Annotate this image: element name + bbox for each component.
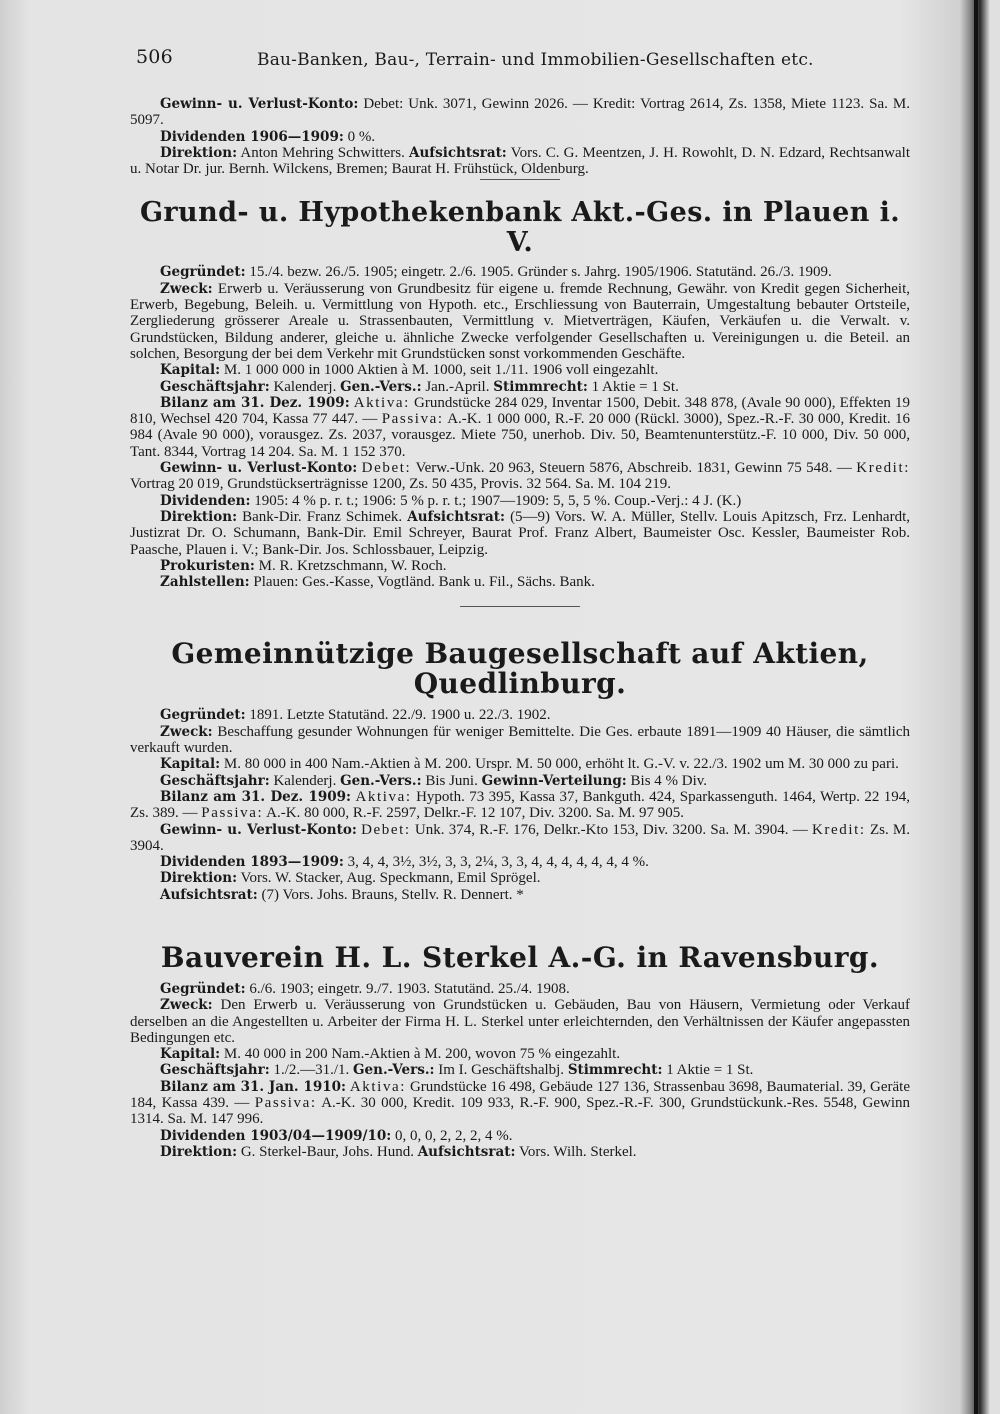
text: Verw.-Unk. 20 963, Steuern 5876, Abschreib. 1831, Gewinn 75 548. — [415,460,852,477]
text: A.-K. 80 000, R.-F. 2597, Delkr.-F. 12 107, Div. 3200. Sa. M. 97 905. [266,805,685,822]
text: Bank-Dir. Franz Schimek. [242,508,403,525]
text: Passiva: [381,411,444,428]
label: Gewinn-Verteilung: [481,772,627,789]
text: 1./2.—31./1. [273,1062,350,1079]
label: Geschäftsjahr: [160,1062,270,1079]
binding-edge [974,0,978,1414]
s1-profit-loss [130,460,910,493]
label: Prokuristen: [160,557,255,574]
label: Zweck: [160,997,213,1014]
text: 1891. Letzte Statutänd. 22./9. 1900 u. 22./3. 1902. [249,707,551,724]
text: Aktiva: [355,788,412,805]
text: Passiva: [201,805,264,822]
label: Kapital: [160,362,221,379]
label: Aufsichtsrat: [160,886,258,903]
text: 1 Aktie = 1 St. [666,1062,754,1079]
text: Anton Mehring Schwitters. [240,144,405,161]
text: Aktiva: [349,1078,407,1095]
text: (5—9) Vors. W. A. Müller, Stellv. Louis Apitzsch, Frz. Lenhardt, Justizrat Dr. O. Schumann, Bank-Dir. Emil Schreyer, Baurat Prof. Franz Albert, Baumeister Osc. Kessler, Baumeister Rob. Paasche, Plauen i. V.; Bank-Dir. Jos. Schlossbauer, Leipzig. [130,508,910,558]
text: Den Erwerb u. Veräusserung von Grundstücken u. Gebäuden, Bau von Häusern, Vermietung oder Verkauf derselben an die Angestellten u. Arbeiter der Firma H. L. Sterkel unter erleichternden, den Verhältnissen der Käufer angepassten Bedingungen etc. [130,997,910,1046]
label: Bilanz am 31. Dez. 1909: [160,788,352,805]
s1-capital [130,362,910,378]
text: Bis 4 % Div. [630,772,708,789]
text: 15./4. bezw. 26./5. 1905; eingetr. 2./6. 1905. Gründer s. Jahrg. 1905/1906. Statutänd. 26./3. 1909. [249,264,832,281]
label: Gewinn- u. Verlust-Konto: [160,460,358,477]
label: Dividenden 1906—1909: [160,128,344,145]
section-title-ravensburg: Bauverein H. L. Sterkel A.-G. in Ravensburg. [160,940,880,974]
text: A.-K. 1 000 000, R.-F. 20 000 (Rückl. 3000), Spez.-R.-F. 30 000, Kredit. 16 984 (Avale 90 000), vorausgez. Zs. 2037, vorausgez. Miete 750, unerhob. Div. 50, Beamtenunterstütz.-F. 10 000, Div. 50 000, Tant. 8344, Vortrag 14 204. Sa. M. 1 152 370. [130,411,910,460]
s1-balance [130,395,910,460]
s3-capital [130,1046,910,1062]
s2-capital [130,756,910,772]
text: M. R. Kretzschmann, W. Roch. [258,557,447,574]
label: Gen.-Vers.: [353,1062,435,1079]
prev-directors-paragraph [130,129,910,145]
text: G. Sterkel-Baur, Johs. Hund. [240,1143,414,1160]
text: Unk. 374, R.-F. 176, Delkr.-Kto 153, Div. 3200. Sa. M. 3904. — [414,821,808,838]
text: Vortrag 20 019, Grundstückserträgnisse 1200, Zs. 50 435, Provis. 32 564. Sa. M. 104 219. [130,476,671,493]
label: Gewinn- u. Verlust-Konto: [160,821,357,838]
prev-gv-paragraph [130,96,910,129]
label: Direktion: [160,1143,238,1160]
label: Aufsichtsrat: [409,144,507,161]
text: Grundstücke 16 498, Gebäude 127 136, Strassenbau 3698, Baumaterial. 39, Geräte 184, Kassa 439. — [130,1078,910,1112]
s3-directors [130,1144,910,1160]
label: Geschäftsjahr: [160,772,270,789]
text: Vors. W. Stacker, Aug. Speckmann, Emil Sprögel. [240,870,541,887]
prev-board-paragraph [130,145,910,178]
text: M. 80 000 in 400 Nam.-Aktien à M. 200. Urspr. M. 50 000, erhöht lt. G.-V. v. 22./3. 1902 um M. 30 000 zu pari. [223,756,899,773]
text: 6./6. 1903; eingetr. 9./7. 1903. Statutänd. 25./4. 1908. [249,980,570,997]
text: Kredit: [811,821,866,838]
label: Kapital: [160,1046,221,1063]
s2-dividends [130,854,910,870]
section-title-plauen: Grund- u. Hypothekenbank Akt.-Ges. in Plauen i. V. [139,197,901,259]
label: Zweck: [160,280,213,297]
section-title-quedlinburg: Gemeinnützige Baugesellschaft auf Aktien, Quedlinburg. [171,637,869,701]
label: Gegründet: [160,264,246,281]
s1-founded [130,264,910,280]
label: Direktion: [160,144,238,161]
page-content [130,96,910,1160]
s3-fiscal [130,1062,910,1078]
label: Gewinn- u. Verlust-Konto: [160,96,359,112]
label: Gen.-Vers.: [340,772,422,789]
label: Aufsichtsrat: [417,1143,516,1160]
label: Zahlstellen: [160,574,250,591]
text: Vors. Wilh. Sterkel. [518,1143,637,1160]
text: Debet: Unk. 3071, Gewinn 2026. — Kredit: Vortrag 2614, Zs. 1358, Miete 1123. Sa. M. 5097. [130,96,910,129]
separator-rule [480,179,560,180]
text: Zs. M. 3904. [130,821,911,854]
text: A.-K. 30 000, Kredit. 109 933, R.-F. 900, Spez.-R.-F. 300, Grundstückunk.-Res. 5548, Gewinn 1314. Sa. M. 147 996. [130,1095,910,1128]
label: Direktion: [160,508,238,525]
label: Dividenden: [160,492,251,509]
text: Debet: [361,821,411,838]
label: Stimmrecht: [567,1062,663,1079]
label: Bilanz am 31. Jan. 1910: [160,1078,346,1095]
page-header [136,46,916,76]
label: Bilanz am 31. Dez. 1909: [160,394,350,411]
text: Plauen: Ges.-Kasse, Vogtländ. Bank u. Fil., Sächs. Bank. [253,574,595,591]
label: Kapital: [160,756,221,773]
label: Geschäftsjahr: [160,378,270,395]
label: Gegründet: [160,707,246,724]
s3-purpose [130,997,910,1046]
text: Kredit: [856,460,910,477]
text: 0, 0, 0, 2, 2, 2, 4 %. [395,1127,513,1144]
s3-dividends [130,1128,910,1144]
s2-purpose [130,724,910,757]
text: 1905: 4 % p. r. t.; 1906: 5 % p. r. t.; 1907—1909: 5, 5, 5 %. Coup.-Verj.: 4 J. (K.) [254,492,742,509]
label: Stimmrecht: [493,378,588,395]
text: Beschaffung gesunder Wohnungen für weniger Bemittelte. Die Ges. erbaute 1891—1909 40 Häuser, die sämtlich verkauft wurden. [130,723,910,757]
text: Aktiva: [353,394,410,411]
text: 0 %. [347,128,376,145]
s1-purpose [130,281,910,362]
label: Direktion: [160,870,238,887]
page-number: 506 [136,46,173,68]
text: Kalenderj. [273,378,337,395]
s3-balance [130,1079,910,1128]
label: Dividenden 1893—1909: [160,854,344,871]
s1-fiscal [130,379,910,395]
s2-board [130,887,910,903]
s1-directors [130,509,910,558]
text: Kalenderj. [273,772,337,789]
text: 3, 4, 4, 3½, 3½, 3, 3, 2¼, 3, 3, 4, 4, 4, 4, 4, 4, 4 %. [347,854,649,871]
s2-balance [130,789,910,822]
text: Vors. C. G. Meentzen, J. H. Rowohlt, D. N. Edzard, Rechtsanwalt u. Notar Dr. jur. Bernh. Wilckens, Bremen; Baurat H. Frühstück, Oldenburg. [130,144,910,178]
running-title: Bau-Banken, Bau-, Terrain- und Immobilien-Gesellschaften etc. [257,50,814,70]
label: Zweck: [160,723,213,740]
text: Grundstücke 284 029, Inventar 1500, Debit. 348 878, (Avale 90 000), Effekten 19 810, Wechsel 420 704, Kassa 77 447. — [130,394,910,428]
label: Aufsichtsrat: [407,508,506,525]
text: Passiva: [254,1095,317,1112]
label: Gen.-Vers.: [340,378,422,395]
s2-founded [130,707,910,723]
text: Jan.-April. [425,378,490,395]
text: M. 1 000 000 in 1000 Aktien à M. 1000, seit 1./11. 1906 voll eingezahlt. [223,362,659,379]
label: Gegründet: [160,980,246,997]
text: Debet: [361,460,412,477]
s1-paying-agents [130,574,910,590]
text: (7) Vors. Johs. Brauns, Stellv. R. Dennert. * [261,886,524,903]
s2-profit-loss [130,822,910,855]
text: Bis Juni. [425,772,478,789]
text: Erwerb u. Veräusserung von Grundbesitz für eigene u. fremde Rechnung, Gewähr. von Kredit gegen Sicherheit, Erwerb, Begebung, Beleih. u. Vermittlung von Hypoth. etc., Erschliessung von Bauterrain, Umgestaltung bebauter Ortsteile, Zergliederung grösserer Areale u. Strassenbauten, Vermittlung v. Mietverträgen, Käufen, Verkäufen u. die Verwalt. v. Grundstücken, Bildung anderer, gleiche u. ähnliche Zwecke verfolgender Gesellschaften u. Vereinigungen u. die Beteil. an solchen, Besorgung der bei dem Verkehr mit Grundstücken sonst vorkommenden Geschäfte. [130,280,910,362]
s3-founded [130,981,910,997]
separator-rule [460,606,580,607]
s1-dividends [130,493,910,509]
text: Im I. Geschäftshalbj. [438,1062,565,1079]
s1-procurators [130,558,910,574]
s2-fiscal [130,773,910,789]
s2-directors [130,870,910,886]
text: 1 Aktie = 1 St. [591,378,679,395]
text: M. 40 000 in 200 Nam.-Aktien à M. 200, wovon 75 % eingezahlt. [223,1046,621,1063]
label: Dividenden 1903/04—1909/10: [160,1127,392,1144]
text: Hypoth. 73 395, Kassa 37, Bankguth. 424, Sparkassenguth. 1464, Wertp. 22 194, Zs. 389. — [130,788,911,822]
